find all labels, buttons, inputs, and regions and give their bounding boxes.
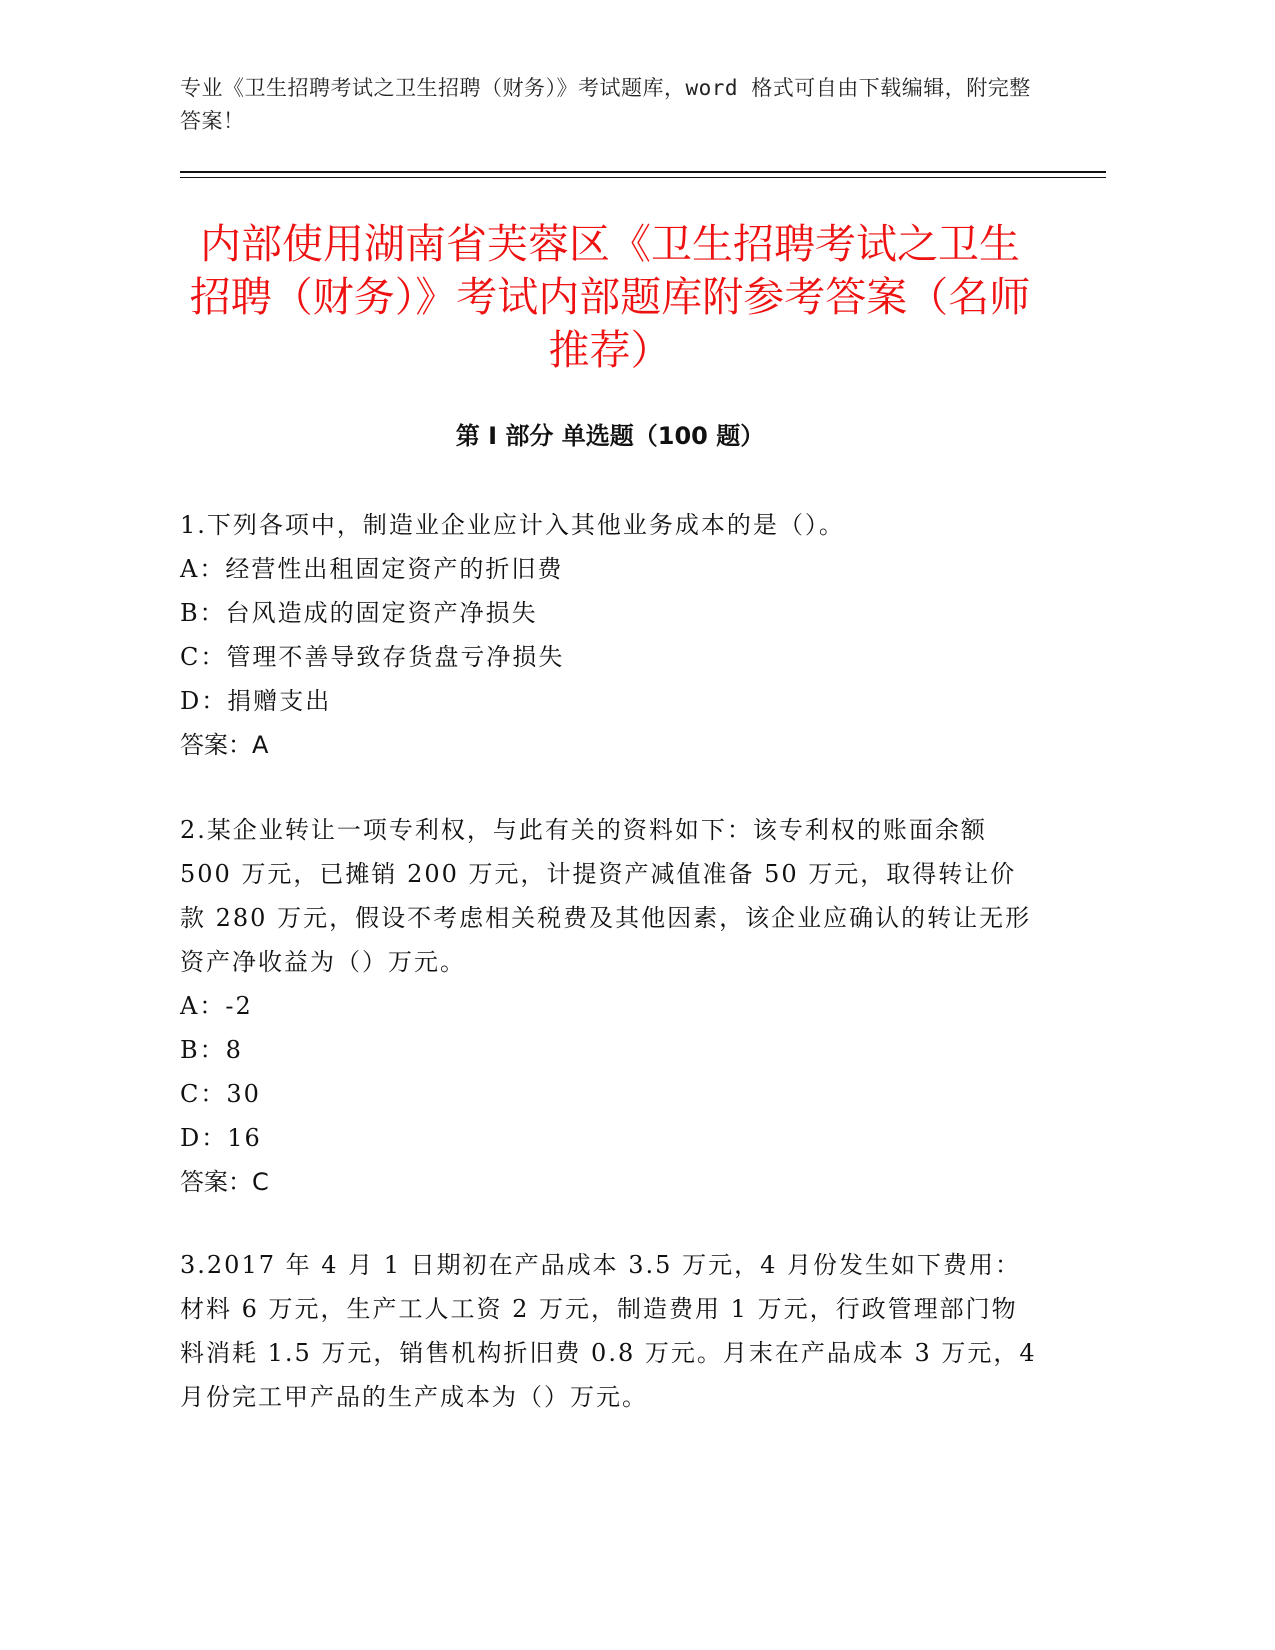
option-c: C：管理不善导致存货盘亏净损失 <box>180 643 565 671</box>
option-d: D：捐赠支出 <box>180 687 332 715</box>
document-title: 内部使用湖南省芙蓉区《卫生招聘考试之卫生招聘（财务）》考试内部题库附参考答案（名师推荐） <box>189 220 1031 374</box>
question-2 <box>180 808 1040 1204</box>
header-rule-thick <box>180 171 1106 173</box>
question-stem: 1.下列各项中，制造业企业应计入其他业务成本的是（）。 <box>180 511 845 539</box>
option-b: B：台风造成的固定资产净损失 <box>180 599 538 627</box>
option-a: A：经营性出租固定资产的折旧费 <box>180 555 564 583</box>
option-a: A：-2 <box>180 992 253 1020</box>
question-stem: 2.某企业转让一项专利权，与此有关的资料如下：该专利权的账面余额 500 万元，已摊销 200 万元，计提资产减值准备 50 万元，取得转让价款 280 万元，假设不考虑相关税费及其他因素，该企业应确认的转让无形资产净收益为（）万元。 <box>180 816 1032 976</box>
question-1 <box>180 503 1040 767</box>
question-stem: 3.2017 年 4 月 1 日期初在产品成本 3.5 万元，4 月份发生如下费用：材料 6 万元，生产工人工资 2 万元，制造费用 1 万元，行政管理部门物料消耗 1.5 万元，销售机构折旧费 0.8 万元。月末在产品成本 3 万元，4 月份完工甲产品的生产成本为（）万元。 <box>180 1251 1037 1411</box>
option-d: D：16 <box>180 1124 262 1152</box>
option-c: C：30 <box>180 1080 261 1108</box>
section-heading: 第 I 部分 单选题（100 题） <box>455 422 765 450</box>
option-b: B：8 <box>180 1036 243 1064</box>
header-note: 专业《卫生招聘考试之卫生招聘（财务）》考试题库，word 格式可自由下载编辑，附完整答案！ <box>180 76 1031 133</box>
header-rule-thin <box>180 177 1106 178</box>
answer: 答案：C <box>180 1168 269 1196</box>
question-3 <box>180 1243 1040 1419</box>
answer: 答案：A <box>180 731 269 759</box>
